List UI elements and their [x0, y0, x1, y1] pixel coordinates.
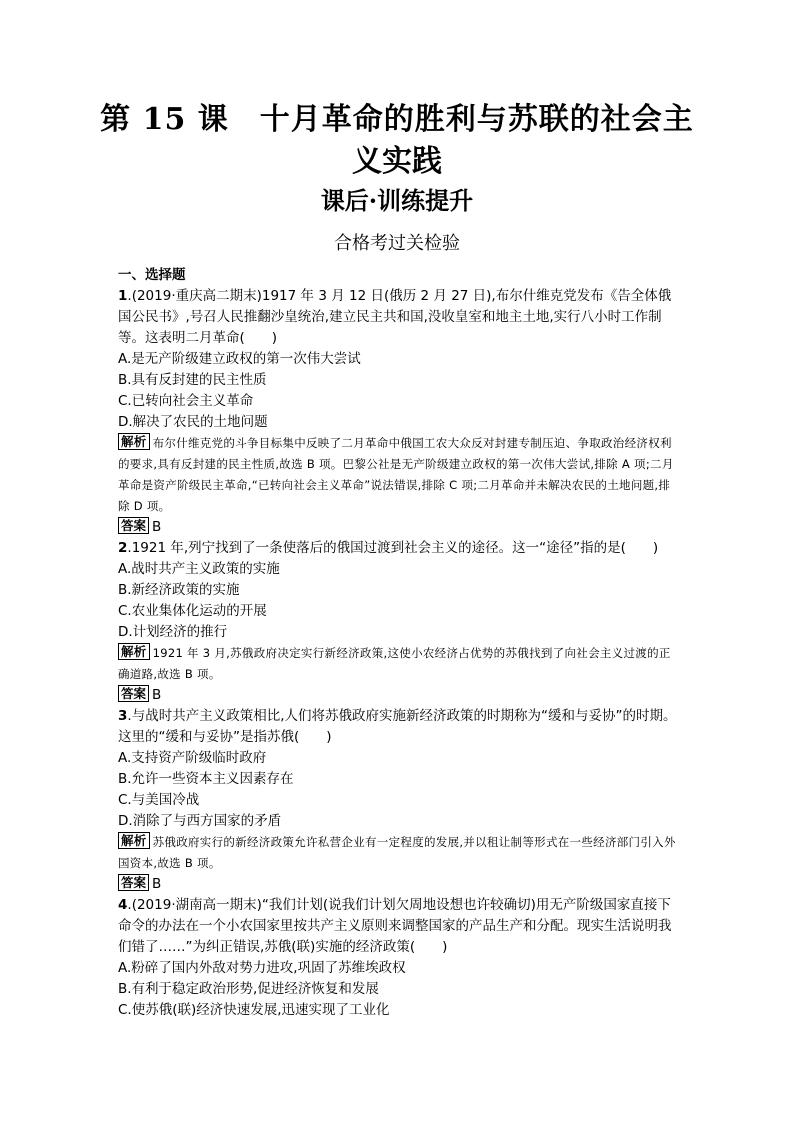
question-1-stem	[118, 286, 678, 349]
analysis-text: 苏俄政府实行的新经济政策允许私营企业有一定程度的发展,并以租让制等形式在一些经济部门引入外国资本,故选 B 项。	[118, 835, 676, 870]
option-c: C.与美国冷战	[118, 792, 200, 808]
lesson-title-line2: 义实践	[352, 144, 442, 179]
question-text: .(2019·重庆高二期末)1917 年 3 月 12 日(俄历 2 月 27 日),布尔什维克党发布《告全体俄国公民书》,号召人民推翻沙皇统治,建立民主共和国,没收皇室和地主土地,实行八小时工作制等。这表明二月革命( )	[118, 288, 672, 346]
question-2-stem	[118, 538, 678, 559]
question-3-stem	[118, 706, 678, 748]
question-text: .(2019·湖南高一期末)“我们计划(说我们计划欠周地设想也许较确切)用无产阶级国家直接下命令的办法在一个小农国家里按共产主义原则来调整国家的产品生产和分配。现实生活说明我们错了……”为纠正错误,苏俄(联)实施的经济政策( )	[118, 897, 672, 955]
answer-value: B	[152, 876, 162, 892]
option-a: A.支持资产阶级临时政府	[118, 750, 267, 766]
question-number: 4	[118, 897, 128, 913]
section-heading: 一、选择题	[118, 267, 186, 283]
option-c: C.已转向社会主义革命	[118, 393, 254, 409]
question-1-answer	[118, 517, 678, 538]
analysis-tag: 解析	[118, 433, 150, 450]
option-b: B.允许一些资本主义因素存在	[118, 771, 294, 787]
question-number: 3	[118, 708, 128, 724]
option-b: B.有利于稳定政治形势,促进经济恢复和发展	[118, 981, 379, 997]
option-d: D.计划经济的推行	[118, 624, 228, 640]
question-3-answer	[118, 874, 678, 895]
option-c: C.使苏俄(联)经济快速发展,迅速实现了工业化	[118, 1002, 390, 1018]
section-title: 合格考过关检验	[334, 233, 460, 254]
answer-value: B	[152, 519, 162, 535]
subtitle: 课后·训练提升	[320, 186, 474, 215]
question-text: .1921 年,列宁找到了一条使落后的俄国过渡到社会主义的途径。这一“途径”指的是( )	[127, 540, 659, 556]
option-a: A.是无产阶级建立政权的第一次伟大尝试	[118, 351, 361, 367]
question-1-analysis	[118, 433, 678, 517]
option-a: A.粉碎了国内外敌对势力进攻,巩固了苏维埃政权	[118, 960, 406, 976]
analysis-text: 1921 年 3 月,苏俄政府决定实行新经济政策,这使小农经济占优势的苏俄找到了向社会主义过渡的正确道路,故选 B 项。	[118, 646, 671, 681]
question-text: .与战时共产主义政策相比,人们将苏俄政府实施新经济政策的时期称为“缓和与妥协”的时期。这里的“缓和与妥协”是指苏俄( )	[118, 708, 677, 745]
question-number: 1	[118, 288, 128, 304]
option-a: A.战时共产主义政策的实施	[118, 561, 280, 577]
option-b: B.新经济政策的实施	[118, 582, 240, 598]
answer-tag: 答案	[118, 685, 149, 702]
question-number: 2	[118, 540, 128, 556]
analysis-tag: 解析	[118, 643, 150, 660]
option-c: C.农业集体化运动的开展	[118, 603, 267, 619]
option-d: D.解决了农民的土地问题	[118, 414, 268, 430]
option-d: D.消除了与西方国家的矛盾	[118, 813, 282, 829]
option-b: B.具有反封建的民主性质	[118, 372, 267, 388]
answer-value: B	[152, 687, 162, 703]
analysis-text: 布尔什维克党的斗争目标集中反映了二月革命中俄国工农大众反对封建专制压迫、争取政治经济权利的要求,具有反封建的民主性质,故选 B 项。巴黎公社是无产阶级建立政权的第一次伟大尝试,排除 A 项;二月革命是资产阶级民主革命,“已转向社会主义革命”说法错误,排除 C 项;二月革命并未解决农民的土地问题,排除 D 项。	[118, 436, 674, 513]
analysis-tag: 解析	[118, 832, 150, 849]
question-4-stem	[118, 895, 678, 958]
lesson-title-line1: 第 15 课 十月革命的胜利与苏联的社会主	[100, 102, 694, 137]
question-2-answer	[118, 685, 678, 706]
answer-tag: 答案	[118, 517, 149, 534]
question-3-analysis	[118, 832, 678, 874]
question-2-analysis	[118, 643, 678, 685]
answer-tag: 答案	[118, 874, 149, 891]
question-list	[118, 265, 678, 1021]
